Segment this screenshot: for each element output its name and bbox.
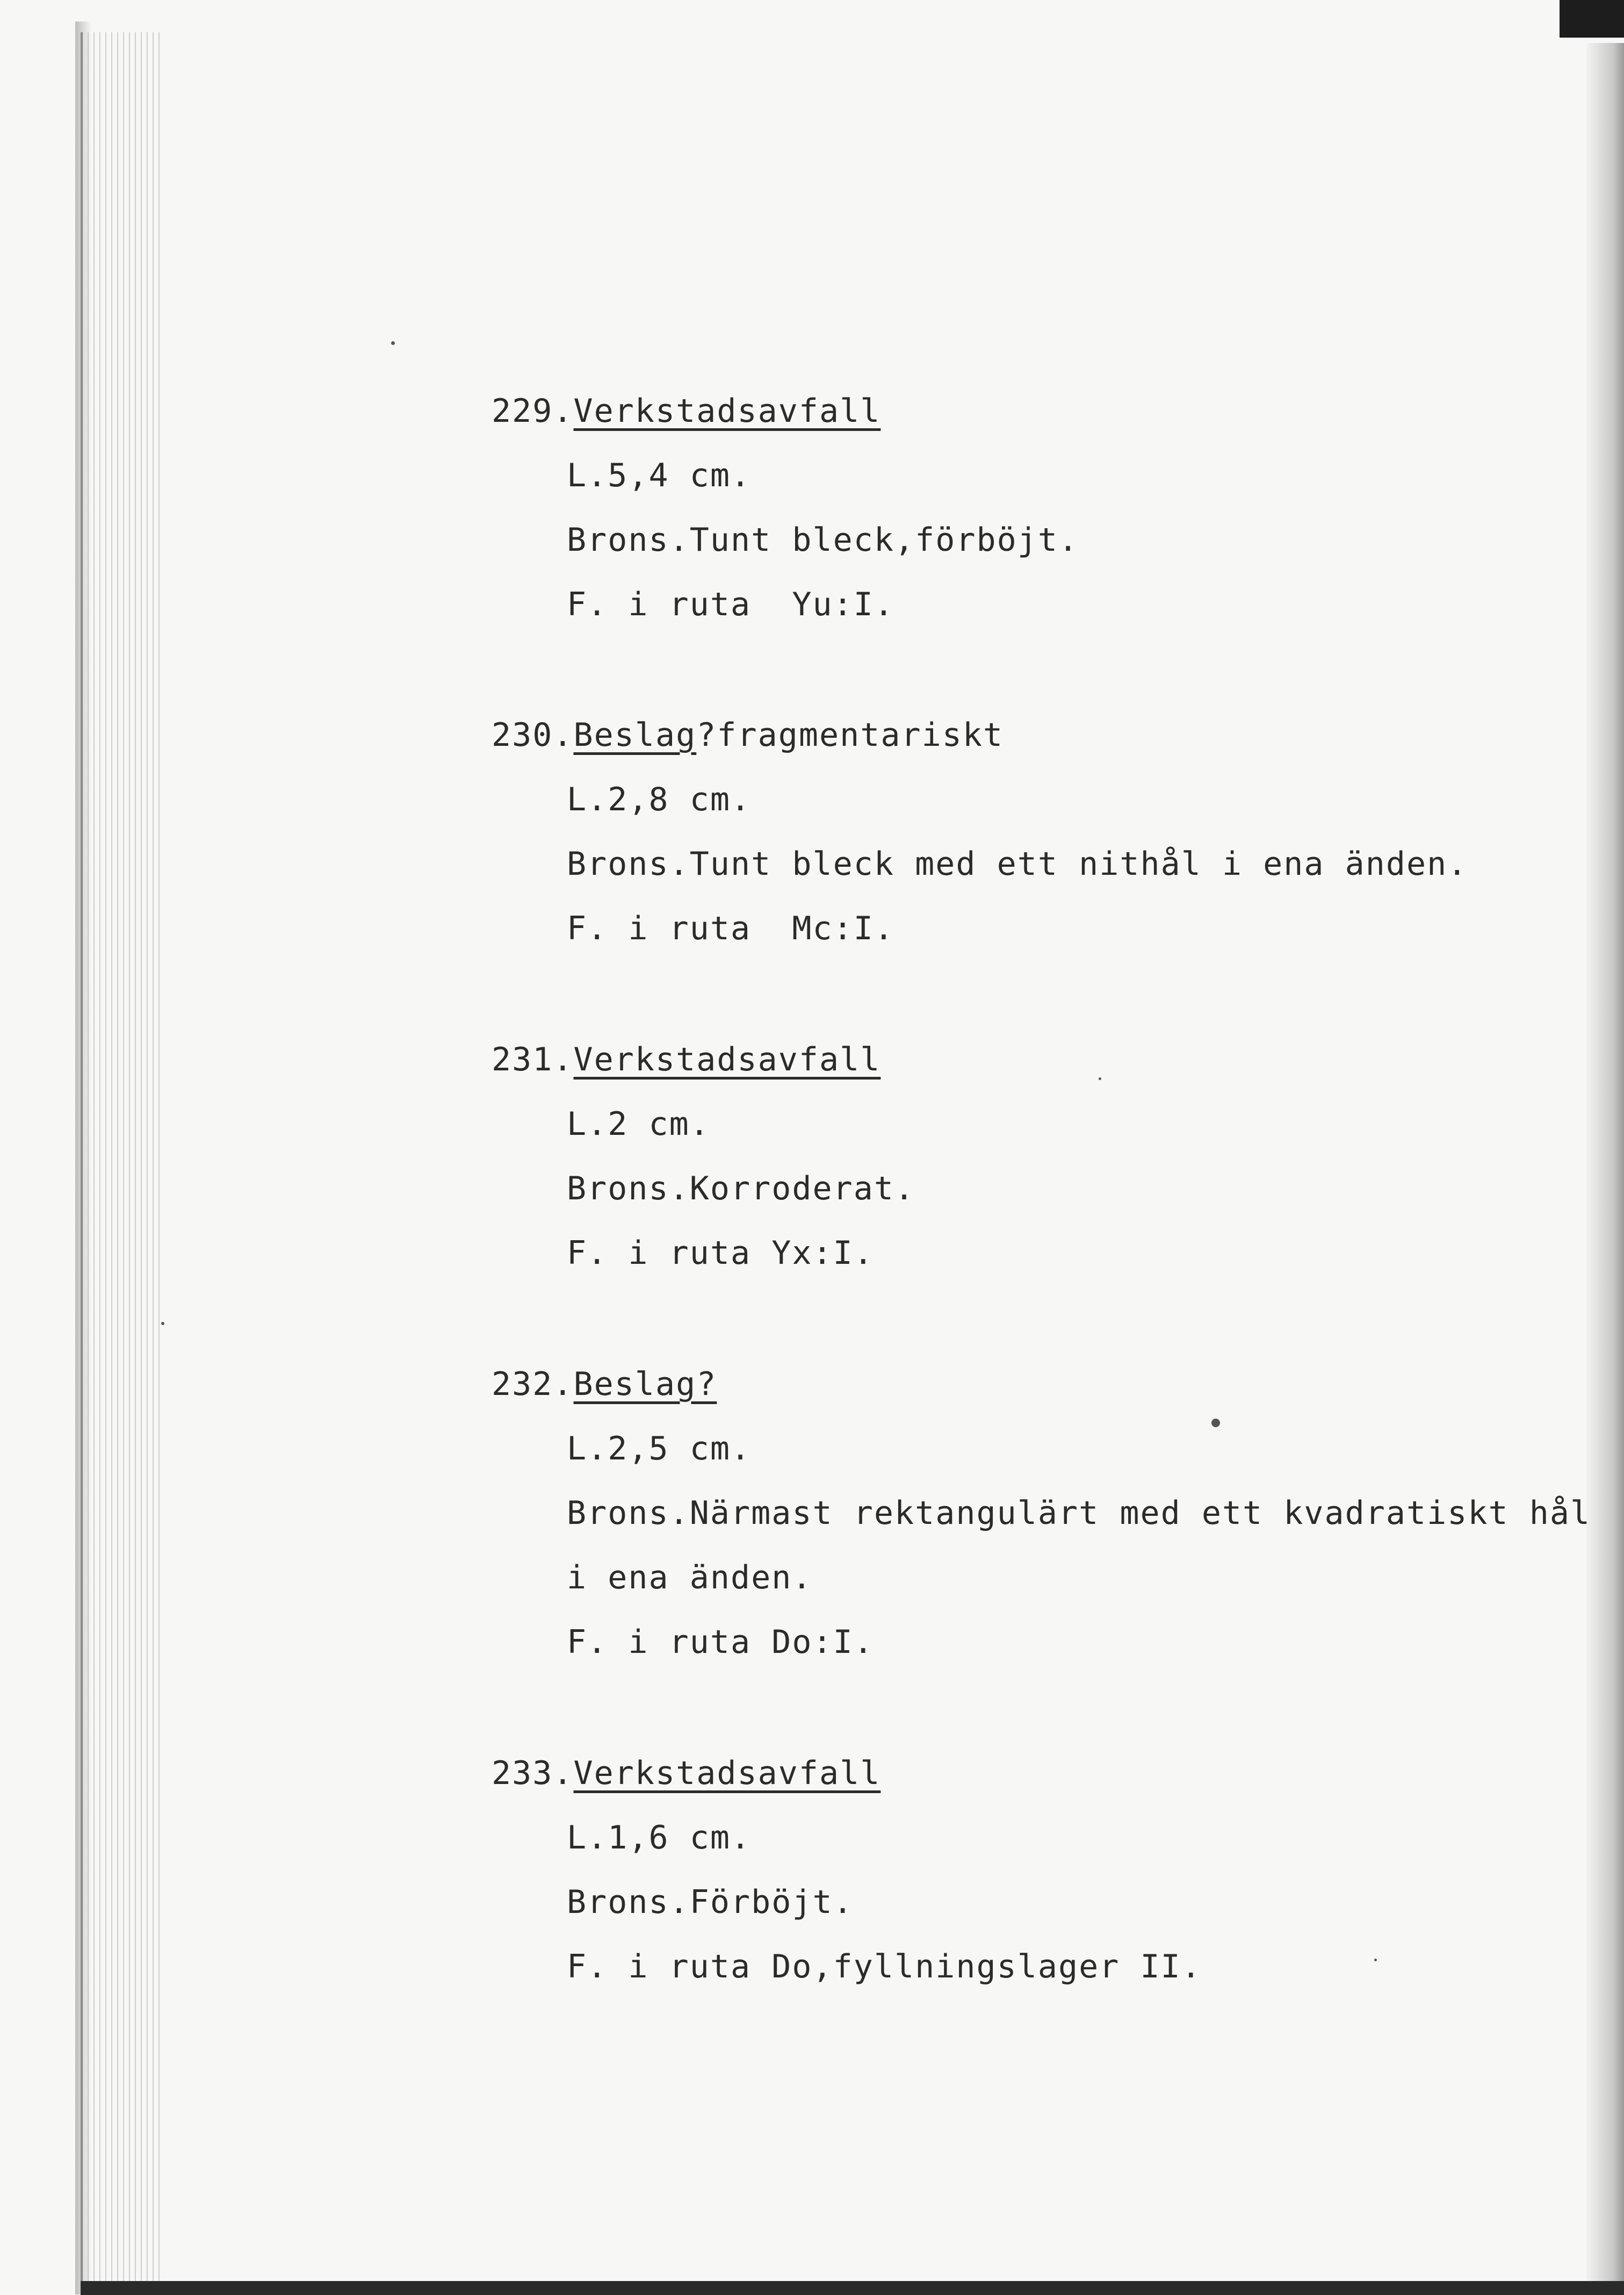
entry-length: L.2,8 cm. [567,781,752,818]
entry-title: Verkstadsavfall [573,1754,881,1792]
entry-description: Brons.Tunt bleck med ett nithål i ena änden. [567,845,1468,883]
entry-length: L.2,5 cm. [567,1430,752,1467]
entry-title-suffix: ?fragmentariskt [696,716,1004,754]
entry-heading [492,390,880,433]
right-page-edge [1586,43,1624,2295]
entry-number: 231. [492,1041,574,1078]
page-edges-binding [81,32,163,2289]
entry-description: Brons.Tunt bleck,förböjt. [567,521,1079,559]
entry-number: 233. [492,1754,574,1792]
entry-number: 230. [492,716,574,754]
entry-description: Brons.Närmast rektangulärt med ett kvadratiskt hål [567,1494,1591,1532]
entry-description: Brons.Korroderat. [567,1170,915,1207]
entry-description: Brons.Förböjt. [567,1883,854,1921]
entry-find-location: F. i ruta Yx:I. [567,1234,874,1272]
entry-find-location: F. i ruta Do:I. [567,1623,874,1661]
entry-number: 229. [492,392,574,430]
entry-number: 232. [492,1365,574,1403]
entry-length: L.1,6 cm. [567,1819,752,1857]
scan-speck [1374,1959,1377,1961]
scan-speck [1099,1077,1101,1080]
bottom-page-edge [81,2281,1624,2295]
entry-find-location: F. i ruta Mc:I. [567,910,894,947]
scan-speck [391,341,395,345]
entry-length: L.5,4 cm. [567,457,752,494]
entry-title: Verkstadsavfall [573,392,881,430]
entry-heading [492,1038,880,1081]
entry-find-location: F. i ruta Yu:I. [567,586,894,623]
entry-title: Beslag [573,716,697,754]
entry-length: L.2 cm. [567,1105,710,1143]
entry-heading [492,714,1004,757]
entry-title: Beslag? [573,1365,717,1403]
entry-heading [492,1363,717,1406]
entry-find-location: F. i ruta Do,fyllningslager II. [567,1948,1202,1985]
scan-speck [1211,1419,1220,1427]
entry-heading [492,1752,880,1795]
scan-speck [161,1322,164,1325]
top-right-dark-corner [1560,0,1624,38]
entry-title: Verkstadsavfall [573,1041,881,1078]
entry-description-continued: i ena änden. [567,1559,813,1596]
